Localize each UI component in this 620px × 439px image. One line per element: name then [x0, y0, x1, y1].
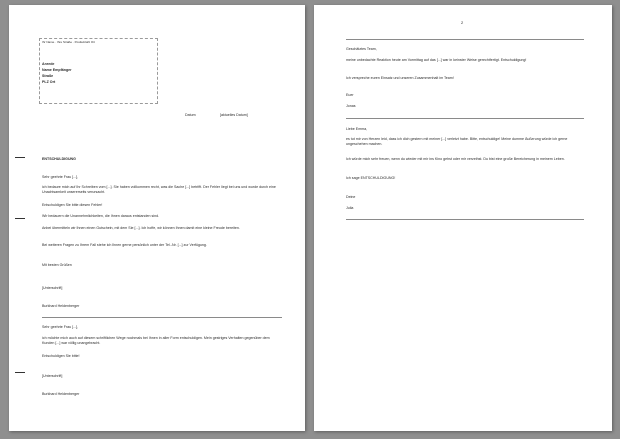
letter4-paragraph-3: Ich sage ENTSCHULDIGUNG! — [346, 176, 396, 180]
recipient-city: PLZ Ort — [42, 80, 56, 84]
document-page-2 — [314, 5, 612, 431]
date-label: Datum — [185, 113, 196, 117]
letter1-paragraph-3: Wir bedauern die Unannehmlichkeiten, die Ihnen daraus entstanden sind. — [42, 214, 160, 218]
separator-line-middle — [346, 118, 584, 119]
fold-mark-middle — [15, 218, 25, 219]
letter4-closing: Deine — [346, 195, 356, 199]
recipient-name: Name Empfänger — [42, 68, 72, 72]
separator-line — [42, 317, 282, 318]
letter1-paragraph-2: Entschuldigen Sie bitte diesen Fehler! — [42, 203, 103, 207]
date-value: [aktuelles Datum] — [220, 113, 248, 117]
letter3-closing: Euer — [346, 93, 354, 97]
separator-line-bottom — [346, 219, 584, 220]
fold-mark-top — [15, 157, 25, 158]
subject-line: ENTSCHULDIGUNG — [42, 157, 76, 161]
letter3-salutation: Geschätztes Team, — [346, 47, 377, 51]
letter2-salutation: Sehr geehrte Frau [...], — [42, 325, 79, 329]
letter4-salutation: Liebe Emma, — [346, 127, 368, 131]
sender-line: Ihr Name · Ihre Straße · Postleitzahl Ort — [42, 40, 96, 44]
letter3-paragraph-1: meine unbedachte Reaktion heute am Vormittag auf das [...] war in keinster Weise gerechtfertigt. Entschuldigung! — [346, 58, 527, 62]
letter1-salutation: Sehr geehrte Frau [...], — [42, 175, 79, 179]
page-number: 2 — [461, 20, 464, 25]
letter2-paragraph-1: ich möchte mich auch auf diesem schriftlichen Wege nochmals bei Ihnen in aller Form entschuldigen. Mein gestriges Verhalten gegenüber dem Kunden [...] war völlig unangebracht. — [42, 336, 270, 345]
letter1-paragraph-4: Anbei übermitteln wir Ihnen einen Gutschein, mit dem Sie [...]. Ich hoffe, wir können Ihnen damit eine kleine Freude bereiten. — [42, 226, 240, 230]
letter1-signature: [Unterschrift] — [42, 286, 63, 290]
letter2-signature: [Unterschrift] — [42, 374, 63, 378]
recipient-salutation: Anrede — [42, 62, 55, 66]
letter3-name: Jonas — [346, 104, 356, 108]
letter4-name: Julia — [346, 206, 354, 210]
letter3-paragraph-2: Ich verspreche euren Einsatz und unseren Zusammenhalt im Team! — [346, 76, 454, 80]
letter4-paragraph-2: Ich würde mich sehr freuen, wenn du wieder mit mir ins Kino gehst oder mir verzeihst. Du bist eine große Bereicherung in meinem Leben. — [346, 157, 565, 161]
recipient-street: Straße — [42, 74, 54, 78]
letter2-name: Burkhard Heldenberger — [42, 392, 80, 396]
letter2-paragraph-2: Entschuldigen Sie bitte! — [42, 354, 80, 358]
letter1-paragraph-1: ich bedaure mich auf Ihr Schreiben vom [...]. Sie haben vollkommen recht, was die Sache [...] betrifft. Der Fehler liegt bei uns und wurde durch eine Unachtsamkeit unsererseits verursacht. — [42, 185, 276, 194]
letter4-paragraph-1: es tut mir von Herzen leid, dass ich dich gestern mit meiner [...] verletzt habe. Bitte, entschuldige! Meine dumme Äußerung würde ich gerne ungeschehen machen. — [346, 137, 568, 146]
letter1-closing: Mit besten Grüßen — [42, 263, 72, 267]
document-page-1 — [9, 5, 305, 431]
fold-mark-bottom — [15, 372, 25, 373]
separator-line-top — [346, 39, 584, 40]
letter1-paragraph-5: Bei weiteren Fragen zu Ihrem Fall stehe ich Ihnen gerne persönlich unter der Tel.-Nr. [...] zur Verfügung. — [42, 243, 207, 247]
letter1-name: Burkhard Heldenberger — [42, 304, 80, 308]
